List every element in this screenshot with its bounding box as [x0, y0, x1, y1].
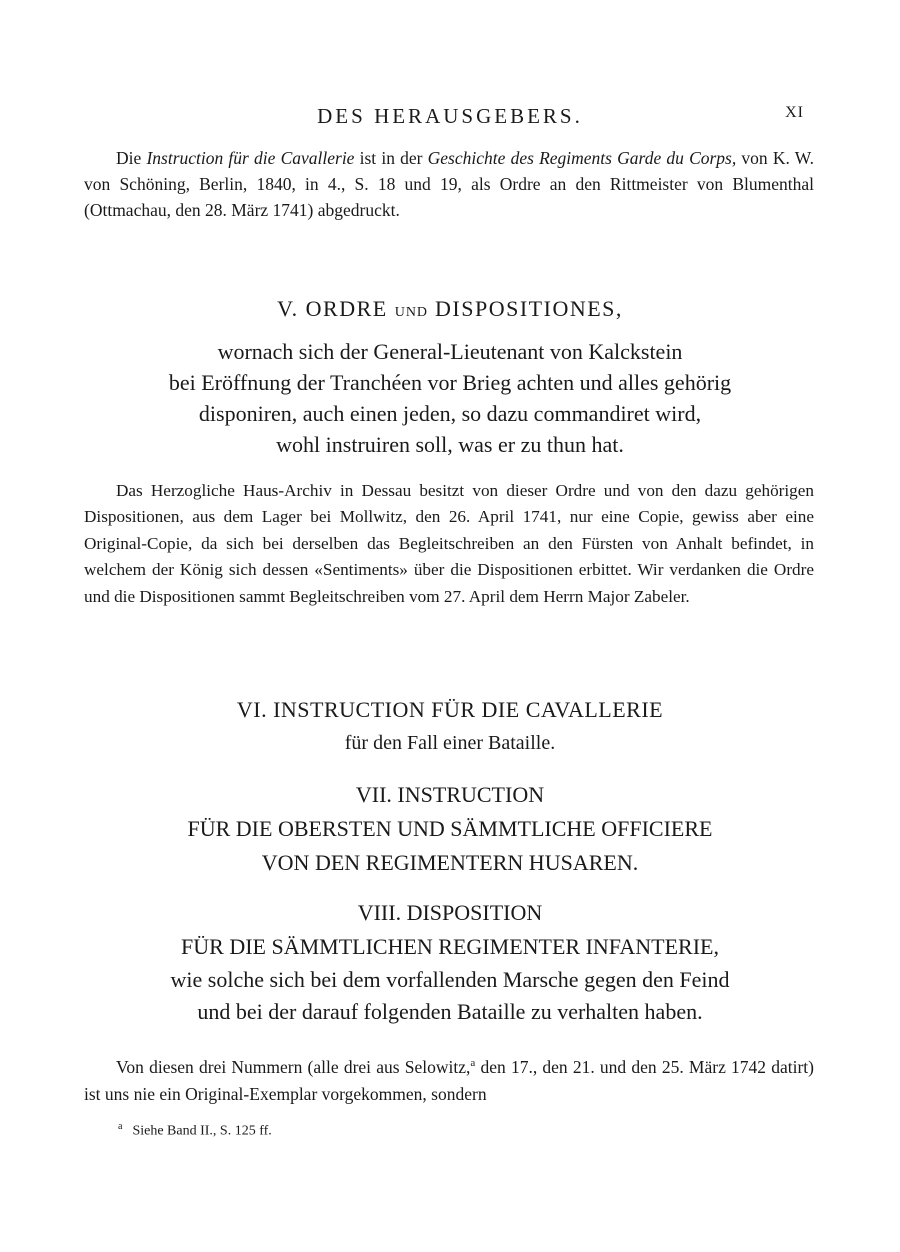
section-v-subtitle: [0, 336, 900, 460]
page-number: XI: [785, 104, 804, 121]
intro-paragraph: [84, 145, 814, 223]
para1-text-1: Die: [116, 148, 147, 168]
section-viii-line-1: VIII. DISPOSITION: [357, 900, 543, 925]
footnote-mark: a: [118, 1121, 123, 1132]
section-viii-subtitle: [0, 964, 900, 1028]
section-viii-line-2: FÜR DIE SÄMMTLICHEN REGIMENTER INFANTERIE,: [181, 934, 719, 959]
section-v-heading: [0, 296, 900, 322]
section-v-line-1: wornach sich der General-Lieutenant von Kalckstein: [217, 339, 683, 364]
section-viii-line-4: und bei der darauf folgenden Bataille zu verhalten haben.: [197, 999, 703, 1024]
running-header: DES HERAUSGEBERS.: [317, 104, 583, 128]
section-viii-line-3: wie solche sich bei dem vorfallenden Marsche gegen den Feind: [170, 967, 730, 992]
section-vi-heading: VI. INSTRUCTION FÜR DIE CAVALLERIE: [236, 697, 664, 722]
section-vi-subtitle: für den Fall einer Bataille.: [344, 732, 556, 754]
section-v-line-4: wohl instruiren soll, was er zu thun hat.: [276, 432, 624, 457]
footnote-reference: a: [470, 1057, 476, 1069]
section-v-line-2: bei Eröffnung der Tranchéen vor Brieg achten und alles gehörig: [168, 370, 732, 395]
archive-paragraph: [84, 478, 814, 610]
para3-text-2: den 17., den 21. und den 25. März 1742 datirt) ist uns nie ein Original-Exemplar vorgekommen, sondern: [84, 1056, 815, 1104]
section-v-line-3: disponiren, auch einen jeden, so dazu commandiret wird,: [198, 401, 702, 426]
para1-text-3: von K. W. von Schöning, Berlin, 1840, in 4., S. 18 und 19, als Ordre an den Rittmeister von Blumenthal (Ottmachau, den 28. März 1741) abgedruckt.: [84, 148, 814, 220]
footnote: [118, 1121, 272, 1140]
section-v-title-a: V. ORDRE: [277, 296, 395, 321]
para1-italic-1: Instruction für die Cavallerie: [146, 148, 355, 168]
footnote-text: Siehe Band II., S. 125 ff.: [132, 1123, 272, 1139]
section-vii-heading: [0, 778, 900, 880]
para1-text-2: ist in der: [354, 148, 428, 168]
section-vii-line-3: VON DEN REGIMENTERN HUSAREN.: [261, 850, 639, 875]
para2-text: Das Herzogliche Haus-Archiv in Dessau besitzt von dieser Ordre und von den dazu gehörigen Dispositionen, aus dem Lager bei Mollwitz, den 26. April 1741, nur eine Copie, gewiss aber eine Original-Copie, da sich bei derselben das Begleitschreiben an den Fürsten von Anhalt befindet, in welchem der König sich dessen «Sentiments» über die Dispositionen erbittet. Wir verdanken die Ordre und die Dispositionen sammt Begleitschreiben vom 27. April dem Herrn Major Zabeler.: [84, 481, 814, 606]
para3-text-1: Von diesen drei Nummern (alle drei aus Selowitz,: [116, 1056, 471, 1077]
section-vii-line-2: FÜR DIE OBERSTEN UND SÄMMTLICHE OFFICIERE: [187, 816, 713, 841]
section-v-title-b: DISPOSITIONES,: [428, 296, 623, 321]
section-viii-heading: [0, 896, 900, 964]
section-vii-line-1: VII. INSTRUCTION: [355, 782, 545, 807]
para1-italic-2: Geschichte des Regiments Garde du Corps,: [427, 148, 737, 168]
numbers-paragraph: [84, 1050, 814, 1108]
section-v-title-und: UND: [394, 305, 429, 320]
